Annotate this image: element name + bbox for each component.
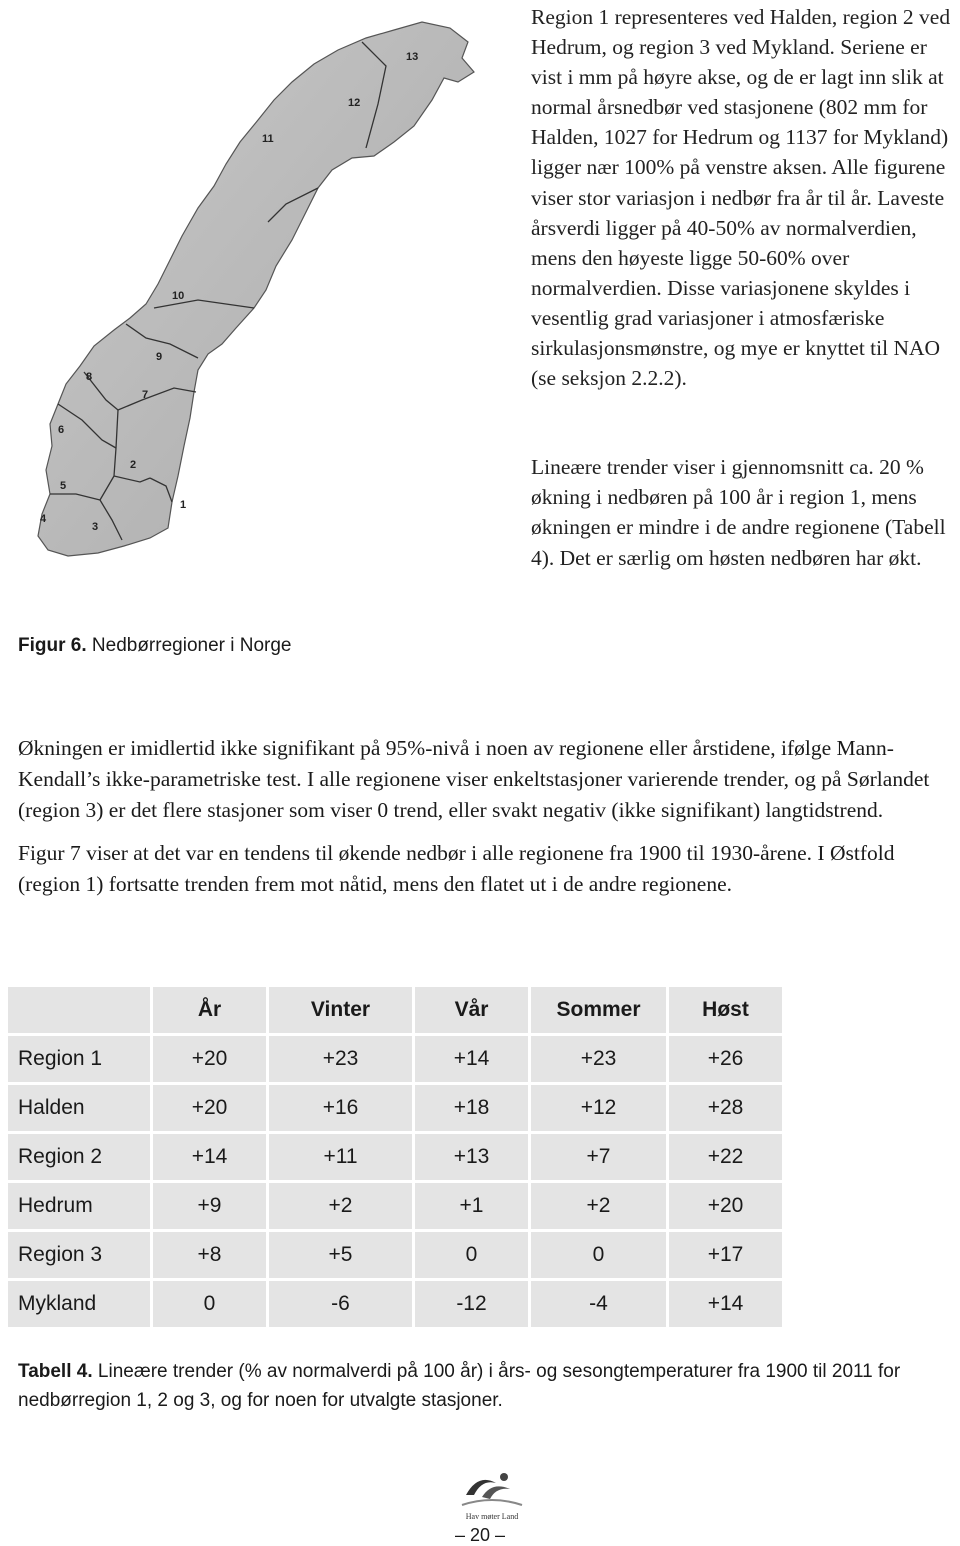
table-cell-label: Region 1	[8, 1036, 150, 1082]
table-cell: +23	[269, 1036, 412, 1082]
table-cell: +11	[269, 1134, 412, 1180]
body-paragraph-1: Økningen er imidlertid ikke signifikant på 95%-nivå i noen av regionene eller årstidene, ifølge Mann-Kendall’s ikke-parametriske test. I alle regionene viser enkeltstasjoner varierende trender, og på Sørlandet (region 3) er det flere stasjoner som viser 0 trend, eller svakt negativ (ikke signifikant) langtidstrend.	[18, 736, 930, 822]
region-label-7: 7	[142, 389, 149, 401]
table-header-summer: Sommer	[531, 987, 666, 1033]
region-label-11: 11	[262, 133, 274, 145]
region-label-2: 2	[130, 459, 137, 471]
table-cell: +9	[153, 1183, 266, 1229]
table-caption	[18, 1357, 918, 1415]
norway-map-svg	[22, 8, 522, 560]
right-column-text	[531, 2, 956, 573]
logo-mark-icon	[452, 1465, 532, 1525]
table-cell: +14	[415, 1036, 528, 1082]
right-paragraph-2: Lineære trender viser i gjennomsnitt ca. 20 % økning i nedbøren på 100 år i region 1, mens økningen er mindre i de andre regionene (Tabell 4). Det er særlig om høsten nedbøren har økt.	[531, 455, 946, 570]
region-label-6: 6	[58, 424, 65, 436]
table-caption-label: Tabell 4.	[18, 1361, 93, 1382]
region-label-10: 10	[172, 290, 185, 302]
page-number: – 20 –	[454, 1525, 506, 1545]
table-header-autumn: Høst	[669, 987, 782, 1033]
table-cell: +14	[153, 1134, 266, 1180]
table-cell: +12	[531, 1085, 666, 1131]
region-label-1: 1	[180, 499, 187, 511]
table-cell: -4	[531, 1281, 666, 1327]
region-label-13: 13	[406, 51, 419, 63]
table-caption-text: Lineære trender (% av normalverdi på 100 år) i års- og sesongtemperaturer fra 1900 til 2011 for nedbørregion 1, 2 og 3, og for noen for utvalgte stasjoner.	[18, 1361, 901, 1411]
hav-moter-land-logo	[452, 1465, 532, 1525]
table-row	[8, 1134, 782, 1180]
table-cell: 0	[415, 1232, 528, 1278]
norway-region-map	[22, 8, 522, 560]
table-header-corner	[8, 987, 150, 1033]
table-cell: +5	[269, 1232, 412, 1278]
table-cell-label: Region 3	[8, 1232, 150, 1278]
table-cell: +7	[531, 1134, 666, 1180]
table-cell: +13	[415, 1134, 528, 1180]
figure-caption-label: Figur 6.	[18, 635, 87, 656]
region-label-8: 8	[86, 371, 93, 383]
logo-text: Hav møter Land	[465, 1512, 519, 1521]
table-row	[8, 1085, 782, 1131]
right-paragraph-1: Region 1 representeres ved Halden, region 2 ved Hedrum, og region 3 ved Mykland. Seriene er vist i mm på høyre akse, og de er lagt inn slik at normal årsnedbør ved stasjonene (802 mm for Halden, 1027 for Hedrum og 1137 for Mykland) ligger nær 100% på venstre aksen. Alle figurene viser stor variasjon i nedbør fra år til år. Laveste årsverdi ligger på 40-50% av normalverdien, mens den høyeste ligge 50-60% over normalverdien. Disse variasjonene skyldes i vesentlig grad variasjoner i atmosfæriske sirkulasjonsmønstre, og mye er knyttet til NAO (se seksjon 2.2.2).	[531, 5, 951, 391]
table-row	[8, 1281, 782, 1327]
table-cell: +26	[669, 1036, 782, 1082]
table-cell-label: Mykland	[8, 1281, 150, 1327]
table-cell: +18	[415, 1085, 528, 1131]
trend-table	[5, 984, 785, 1330]
table-cell: +28	[669, 1085, 782, 1131]
figure-caption	[18, 635, 292, 657]
table-row	[8, 1036, 782, 1082]
body-text	[18, 733, 943, 900]
table-header-year: År	[153, 987, 266, 1033]
region-label-9: 9	[156, 351, 163, 363]
table-cell: +8	[153, 1232, 266, 1278]
table-cell: +22	[669, 1134, 782, 1180]
figure-caption-text: Nedbørregioner i Norge	[86, 635, 292, 656]
region-label-12: 12	[348, 97, 361, 109]
table-cell: +2	[269, 1183, 412, 1229]
table-header-row	[8, 987, 782, 1033]
norway-landmass	[38, 22, 474, 556]
table-header-spring: Vår	[415, 987, 528, 1033]
table-cell: +14	[669, 1281, 782, 1327]
table-cell: 0	[531, 1232, 666, 1278]
table-cell-label: Region 2	[8, 1134, 150, 1180]
table-cell: +23	[531, 1036, 666, 1082]
table-cell: +2	[531, 1183, 666, 1229]
region-label-5: 5	[60, 480, 67, 492]
table-row	[8, 1232, 782, 1278]
table-cell: -6	[269, 1281, 412, 1327]
body-paragraph-2: Figur 7 viser at det var en tendens til økende nedbør i alle regionene fra 1900 til 1930-årene. I Østfold (region 1) fortsatte trenden frem mot nåtid, mens den flatet ut i de andre regionene.	[18, 841, 895, 897]
table-row	[8, 1183, 782, 1229]
table-header-winter: Vinter	[269, 987, 412, 1033]
table-cell: +20	[153, 1036, 266, 1082]
table-cell: +16	[269, 1085, 412, 1131]
table-cell: +17	[669, 1232, 782, 1278]
table-cell-label: Hedrum	[8, 1183, 150, 1229]
table-cell: -12	[415, 1281, 528, 1327]
table-cell: +1	[415, 1183, 528, 1229]
region-label-3: 3	[92, 521, 99, 533]
table-cell-label: Halden	[8, 1085, 150, 1131]
region-label-4: 4	[40, 513, 47, 525]
table-cell: +20	[153, 1085, 266, 1131]
table-cell: +20	[669, 1183, 782, 1229]
table-cell: 0	[153, 1281, 266, 1327]
